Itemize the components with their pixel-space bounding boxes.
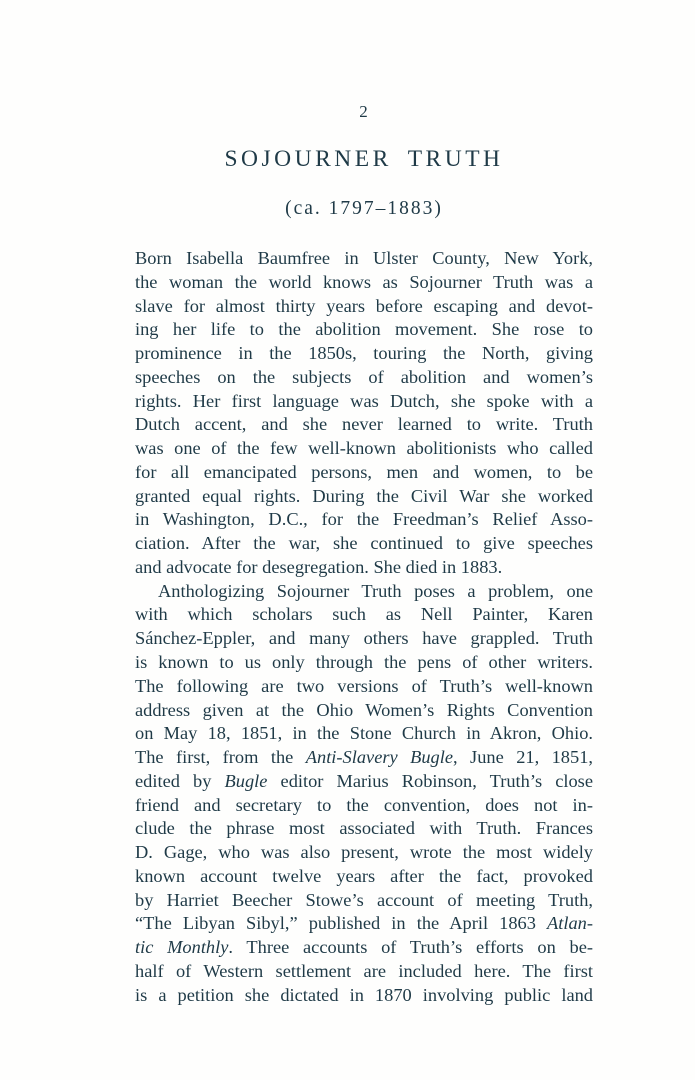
text-line: [135, 603, 593, 627]
text-segment: address given at the Ohio Women’s Rights Convention: [135, 699, 593, 720]
text-segment: Dutch accent, and she never learned to write. Truth: [135, 414, 593, 435]
text-segment: The first, from the: [135, 747, 306, 768]
text-segment: rights. Her first language was Dutch, she spoke with a: [135, 390, 593, 411]
text-segment: speeches on the subjects of abolition and women’s: [135, 366, 593, 387]
text-segment: the woman the world knows as Sojourner Truth was a: [135, 271, 593, 292]
text-segment: is known to us only through the pens of other writers.: [135, 652, 593, 673]
text-segment: The following are two versions of Truth’s well-known: [135, 675, 593, 696]
italic-text-segment: tic Monthly: [135, 937, 229, 958]
text-line: [135, 508, 593, 532]
text-segment: friend and secretary to the convention, does not in-: [135, 794, 593, 815]
text-segment: ciation. After the war, she continued to give speeches: [135, 533, 593, 554]
text-line: [135, 580, 593, 604]
text-line: [135, 627, 593, 651]
text-segment: “The Libyan Sibyl,” published in the April 1863: [135, 913, 548, 934]
text-line: [135, 936, 593, 960]
text-segment: D. Gage, who was also present, wrote the most widely: [135, 842, 593, 863]
text-segment: slave for almost thirty years before escaping and devot-: [135, 295, 593, 316]
text-line: [135, 556, 593, 580]
text-line: [135, 984, 593, 1008]
text-segment: edited by: [135, 770, 225, 791]
text-line: [135, 318, 593, 342]
italic-text-segment: Bugle: [224, 770, 268, 791]
text-segment: Anthologizing Sojourner Truth poses a problem, one: [158, 580, 593, 601]
chapter-title: SOJOURNER TRUTH: [224, 146, 504, 172]
text-segment: , June 21, 1851,: [453, 747, 593, 768]
page-body: [135, 247, 593, 1008]
text-line: [135, 794, 593, 818]
text-line: [135, 342, 593, 366]
text-line: [135, 247, 593, 271]
text-line: [135, 960, 593, 984]
text-line: [135, 390, 593, 414]
text-line: [135, 746, 593, 770]
text-line: [135, 485, 593, 509]
chapter-dates: (ca. 1797–1883): [285, 198, 443, 219]
text-segment: known account twelve years after the fact, provoked: [135, 865, 593, 886]
text-line: [135, 675, 593, 699]
text-line: [135, 722, 593, 746]
text-line: [135, 841, 593, 865]
text-line: [135, 912, 593, 936]
italic-text-segment: Atlan-: [547, 913, 593, 934]
text-segment: for all emancipated persons, men and women, to be: [135, 461, 593, 482]
text-segment: granted equal rights. During the Civil War she worked: [135, 485, 593, 506]
text-line: [135, 699, 593, 723]
text-segment: prominence in the 1850s, touring the North, giving: [135, 343, 593, 364]
text-line: [135, 532, 593, 556]
text-segment: half of Western settlement are included here. The first: [135, 960, 593, 981]
text-segment: and advocate for desegregation. She died in 1883.: [135, 556, 503, 577]
text-line: [135, 865, 593, 889]
text-segment: . Three accounts of Truth’s efforts on be-: [228, 937, 593, 958]
text-line: [135, 413, 593, 437]
text-line: [135, 271, 593, 295]
text-segment: editor Marius Robinson, Truth’s close: [267, 770, 593, 791]
text-segment: on May 18, 1851, in the Stone Church in Akron, Ohio.: [135, 723, 593, 744]
text-line: [135, 461, 593, 485]
text-line: [135, 889, 593, 913]
text-line: [135, 651, 593, 675]
text-line: [135, 437, 593, 461]
text-segment: was one of the few well-known abolitionists who called: [135, 438, 593, 459]
text-line: [135, 770, 593, 794]
text-segment: ing her life to the abolition movement. She rose to: [135, 319, 593, 340]
text-line: [135, 295, 593, 319]
text-segment: in Washington, D.C., for the Freedman’s Relief Asso-: [135, 509, 593, 530]
page-number: 2: [359, 102, 369, 121]
text-segment: Sánchez-Eppler, and many others have grappled. Truth: [135, 628, 593, 649]
text-segment: by Harriet Beecher Stowe’s account of meeting Truth,: [135, 889, 593, 910]
text-segment: with which scholars such as Nell Painter, Karen: [135, 604, 593, 625]
text-segment: clude the phrase most associated with Truth. Frances: [135, 818, 593, 839]
text-line: [135, 366, 593, 390]
italic-text-segment: Anti-Slavery Bugle: [305, 747, 454, 768]
text-line: [135, 817, 593, 841]
text-segment: Born Isabella Baumfree in Ulster County, New York,: [135, 248, 593, 268]
text-segment: is a petition she dictated in 1870 involving public land: [135, 984, 593, 1005]
